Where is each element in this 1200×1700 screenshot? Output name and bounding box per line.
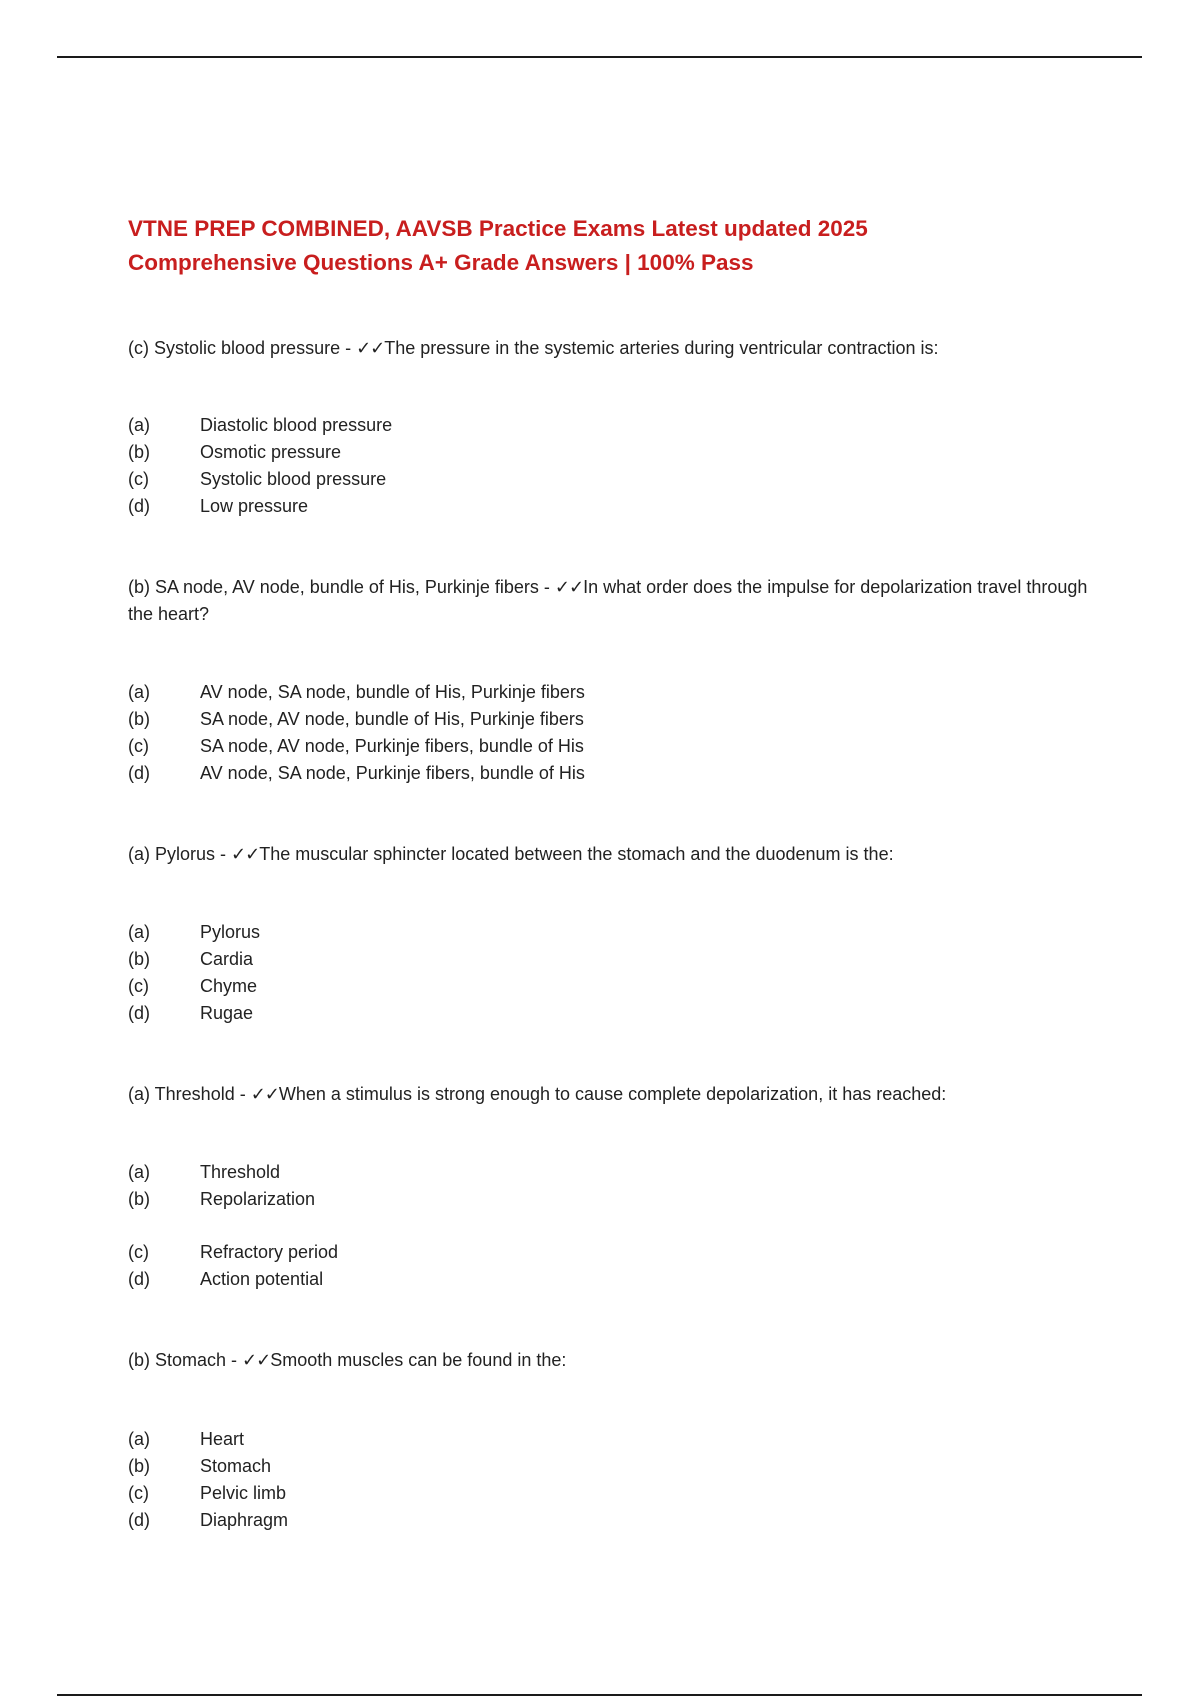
question-5	[128, 1347, 1088, 1374]
option-text: Repolarization	[200, 1189, 316, 1209]
option-item	[128, 1426, 288, 1453]
option-letter: (c)	[128, 1242, 149, 1262]
option-text: Stomach	[200, 1456, 272, 1476]
option-letter: (b)	[128, 949, 150, 969]
check-mark-icon: ✓✓	[250, 1084, 279, 1104]
option-text: Diaphragm	[200, 1510, 289, 1530]
option-letter: (b)	[128, 709, 150, 729]
option-letter: (a)	[128, 415, 150, 435]
question-prompt: The pressure in the systemic arteries during ventricular contraction is:	[384, 338, 939, 358]
option-letter: (a)	[128, 1162, 150, 1182]
option-letter: (c)	[128, 1483, 149, 1503]
footer-rule	[57, 1694, 1142, 1696]
question-2	[128, 574, 1088, 628]
option-item	[128, 973, 260, 1000]
option-letter: (a)	[128, 922, 150, 942]
option-item	[128, 1266, 338, 1293]
options-list-1	[128, 412, 392, 520]
option-letter: (d)	[128, 1510, 150, 1530]
option-letter: (b)	[128, 442, 150, 462]
option-item	[128, 760, 585, 787]
answer-text: (c) Systolic blood pressure -	[128, 338, 357, 358]
option-text: Cardia	[200, 949, 254, 969]
question-prompt: When a stimulus is strong enough to cause complete depolarization, it has reached:	[278, 1084, 947, 1104]
option-text: Refractory period	[200, 1242, 339, 1262]
options-list-4	[128, 1159, 338, 1293]
option-letter: (a)	[128, 1429, 150, 1449]
question-prompt: Smooth muscles can be found in the:	[270, 1350, 567, 1370]
option-letter: (c)	[128, 469, 149, 489]
option-letter: (d)	[128, 1003, 150, 1023]
option-letter: (c)	[128, 976, 149, 996]
option-item	[128, 493, 392, 520]
option-letter: (d)	[128, 1269, 150, 1289]
title-line-1: VTNE PREP COMBINED, AAVSB Practice Exams Latest updated 2025	[128, 216, 868, 241]
option-letter: (d)	[128, 763, 150, 783]
options-list-5	[128, 1426, 288, 1534]
answer-text: (a) Threshold -	[128, 1084, 251, 1104]
check-mark-icon: ✓✓	[554, 577, 584, 597]
option-letter: (b)	[128, 1189, 150, 1209]
check-mark-icon: ✓✓	[242, 1350, 271, 1370]
option-text: Diastolic blood pressure	[200, 415, 393, 435]
option-item	[128, 466, 392, 493]
option-text: SA node, AV node, bundle of His, Purkinje fibers	[200, 709, 584, 729]
option-text: Heart	[200, 1429, 245, 1449]
question-prompt: The muscular sphincter located between the stomach and the duodenum is the:	[259, 844, 894, 864]
option-item	[128, 439, 392, 466]
option-text: Action potential	[200, 1269, 324, 1289]
option-item	[128, 919, 260, 946]
option-item	[128, 733, 585, 760]
option-item	[128, 706, 585, 733]
title-line-2: Comprehensive Questions A+ Grade Answers | 100% Pass	[128, 250, 754, 275]
option-item	[128, 412, 392, 439]
option-item	[128, 1186, 338, 1213]
question-1	[128, 335, 1088, 362]
option-letter: (a)	[128, 682, 150, 702]
option-text: Low pressure	[200, 496, 309, 516]
check-mark-icon: ✓✓	[356, 338, 385, 358]
question-3	[128, 841, 1088, 868]
document-title	[128, 212, 1108, 280]
answer-text: (b) SA node, AV node, bundle of His, Purkinje fibers -	[128, 577, 555, 597]
option-text: Threshold	[200, 1162, 281, 1182]
option-text: Osmotic pressure	[200, 442, 342, 462]
option-item	[128, 1507, 288, 1534]
option-letter: (d)	[128, 496, 150, 516]
option-item	[128, 1453, 288, 1480]
option-text: SA node, AV node, Purkinje fibers, bundle of His	[200, 736, 584, 756]
option-item	[128, 1480, 288, 1507]
options-list-3	[128, 919, 260, 1027]
option-item	[128, 946, 260, 973]
option-text: AV node, SA node, Purkinje fibers, bundle of His	[200, 763, 585, 783]
option-item	[128, 1000, 260, 1027]
option-text: Systolic blood pressure	[200, 469, 387, 489]
question-prompt: In what order does the impulse for depolarization travel through the heart?	[128, 577, 1088, 624]
answer-text: (a) Pylorus -	[128, 844, 232, 864]
options-list-2	[128, 679, 585, 787]
option-item	[128, 1239, 338, 1266]
option-text: Chyme	[200, 976, 258, 996]
option-item	[128, 1159, 338, 1186]
answer-text: (b) Stomach -	[128, 1350, 243, 1370]
option-letter: (c)	[128, 736, 149, 756]
option-text: Pylorus	[200, 922, 261, 942]
check-mark-icon: ✓✓	[231, 844, 260, 864]
header-rule	[57, 56, 1142, 58]
option-text: Rugae	[200, 1003, 254, 1023]
option-text: Pelvic limb	[200, 1483, 287, 1503]
option-letter: (b)	[128, 1456, 150, 1476]
option-item	[128, 679, 585, 706]
option-text: AV node, SA node, bundle of His, Purkinje fibers	[200, 682, 585, 702]
question-4	[128, 1081, 1088, 1108]
